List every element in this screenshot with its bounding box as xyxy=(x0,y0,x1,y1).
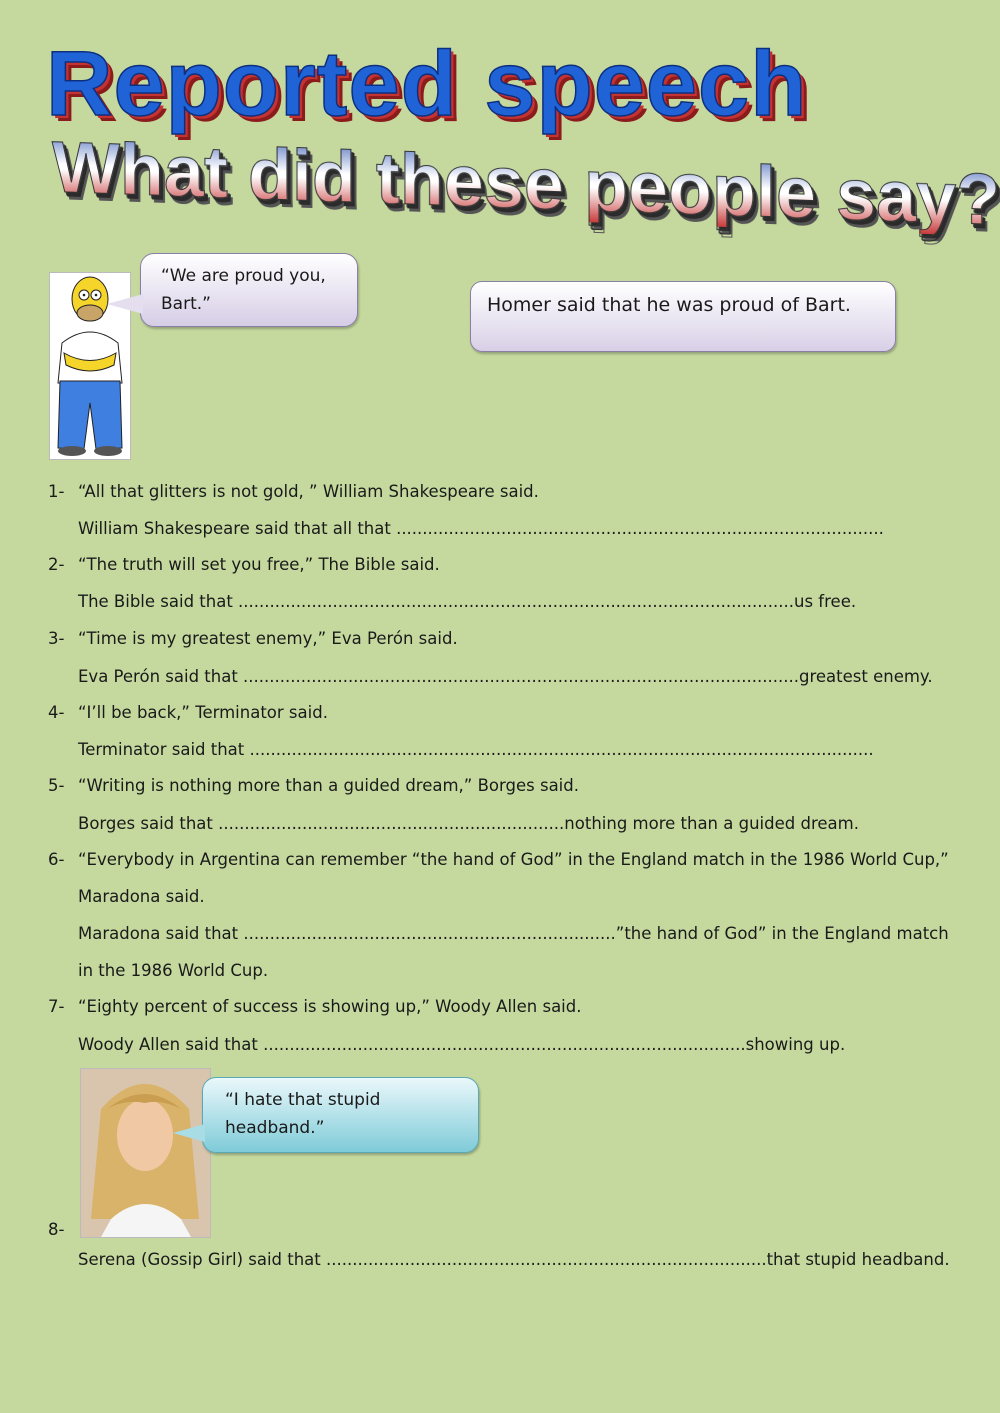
item-prompt: Maradona said that .......................................................................”the hand of God” in the England match xyxy=(78,924,949,943)
item-quote: “The truth will set you free,” The Bible said. xyxy=(78,555,440,574)
item-prompt-continued: in the 1986 World Cup. xyxy=(78,961,269,980)
item-quote: “I’ll be back,” Terminator said. xyxy=(78,703,328,722)
example-answer-box xyxy=(470,281,896,352)
example-answer: Homer said that he was proud of Bart. xyxy=(487,294,851,316)
item-quote: “Everybody in Argentina can remember “the hand of God” in the England match in the 1986 World Cup,” xyxy=(78,850,949,869)
item-prompt: Eva Perón said that ..........................................................................................................greatest enemy. xyxy=(78,667,933,686)
item-number: 3- xyxy=(48,629,65,648)
item-number: 8- xyxy=(48,1220,65,1239)
item-prompt: Terminator said that ....................................................................................................................... xyxy=(78,740,874,759)
serena-photo xyxy=(80,1068,211,1238)
item-prompt: Borges said that ..................................................................nothing more than a guided dream. xyxy=(78,814,859,833)
item-number: 6- xyxy=(48,850,65,869)
item-prompt: The Bible said that ..........................................................................................................us free. xyxy=(78,592,857,611)
item-number: 1- xyxy=(48,482,65,501)
page-subtitle: What did these people say? xyxy=(52,127,1000,241)
item-prompt: Serena (Gossip Girl) said that ....................................................................................that stupid headband. xyxy=(78,1250,950,1269)
bubble-tail xyxy=(107,294,143,314)
bubble-tail xyxy=(173,1124,205,1142)
item-quote-continued: Maradona said. xyxy=(78,887,205,906)
homer-speech-bubble xyxy=(140,253,358,327)
item-number: 5- xyxy=(48,776,65,795)
item-quote: “All that glitters is not gold, ” William Shakespeare said. xyxy=(78,482,539,501)
page-title: Reported speech xyxy=(46,33,808,135)
item-quote: “Writing is nothing more than a guided dream,” Borges said. xyxy=(78,776,579,795)
homer-quote: “We are proud you, Bart.” xyxy=(161,266,326,314)
item-quote: “Eighty percent of success is showing up,” Woody Allen said. xyxy=(78,997,582,1016)
item-prompt: William Shakespeare said that all that ............................................................................................. xyxy=(78,519,884,538)
item-number: 2- xyxy=(48,555,65,574)
item-number: 4- xyxy=(48,703,65,722)
item-quote: “Time is my greatest enemy,” Eva Perón said. xyxy=(78,629,458,648)
serena-speech-bubble xyxy=(202,1077,479,1153)
item-prompt: Woody Allen said that ............................................................................................showing up. xyxy=(78,1035,846,1054)
item-number: 7- xyxy=(48,997,65,1016)
serena-quote: “I hate that stupid headband.” xyxy=(225,1090,381,1138)
